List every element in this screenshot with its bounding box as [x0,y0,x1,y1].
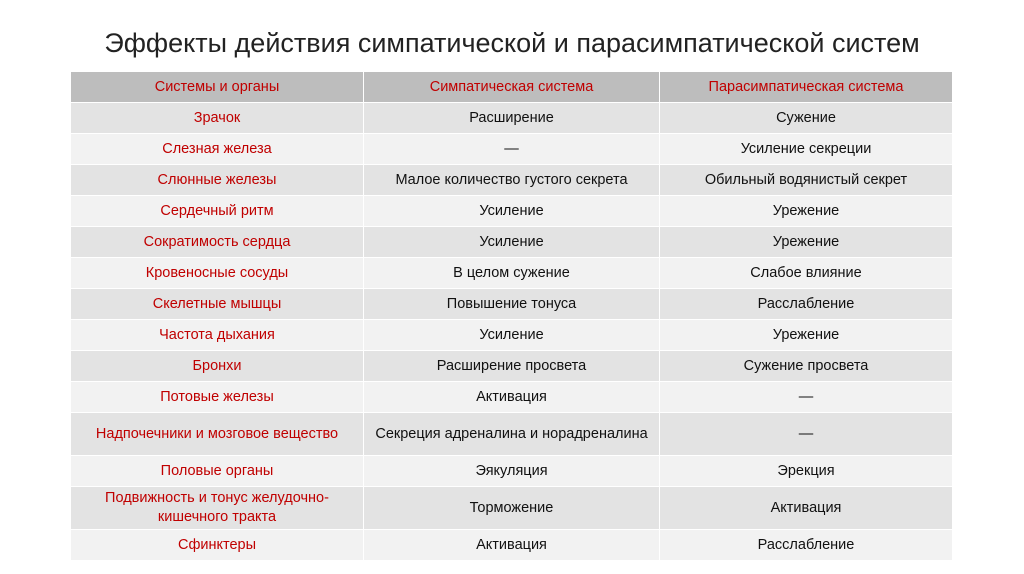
parasympathetic-cell: Слабое влияние [660,258,953,289]
parasympathetic-cell: Урежение [660,320,953,351]
organ-cell: Скелетные мышцы [71,289,364,320]
sympathetic-cell: Расширение просвета [364,351,660,382]
table-row [71,227,953,258]
table-row [71,196,953,227]
sympathetic-cell: Усиление [364,227,660,258]
header-sympathetic: Симпатическая система [364,72,660,103]
table-row [71,413,953,456]
sympathetic-cell: Эякуляция [364,456,660,487]
organ-cell: Половые органы [71,456,364,487]
parasympathetic-cell: Урежение [660,227,953,258]
table-header-row [71,72,953,103]
sympathetic-cell: Активация [364,382,660,413]
table-row [71,456,953,487]
header-parasympathetic: Парасимпатическая система [660,72,953,103]
sympathetic-cell: Усиление [364,196,660,227]
organ-cell: Частота дыхания [71,320,364,351]
parasympathetic-cell: Обильный водянистый секрет [660,165,953,196]
parasympathetic-cell: Сужение [660,103,953,134]
parasympathetic-cell: Эрекция [660,456,953,487]
table-row [71,382,953,413]
sympathetic-cell: Расширение [364,103,660,134]
parasympathetic-cell: — [660,382,953,413]
organ-cell: Кровеносные сосуды [71,258,364,289]
organ-cell: Сократимость сердца [71,227,364,258]
sympathetic-cell: Повышение тонуса [364,289,660,320]
slide-title: Эффекты действия симпатической и парасимпатической систем [104,28,920,58]
organ-cell: Подвижность и тонус желудочно-кишечного тракта [71,487,364,530]
sympathetic-cell: Секреция адреналина и норадреналина [364,413,660,456]
organ-cell: Слезная железа [71,134,364,165]
parasympathetic-cell: Урежение [660,196,953,227]
table-row [71,165,953,196]
parasympathetic-cell: Расслабление [660,530,953,561]
table-row [71,530,953,561]
organ-cell: Бронхи [71,351,364,382]
sympathetic-cell: Торможение [364,487,660,530]
effects-table [70,71,953,561]
parasympathetic-cell: Сужение просвета [660,351,953,382]
organ-cell: Потовые железы [71,382,364,413]
sympathetic-cell: Малое количество густого секрета [364,165,660,196]
table-row [71,351,953,382]
header-organs: Системы и органы [71,72,364,103]
table-row [71,134,953,165]
parasympathetic-cell: — [660,413,953,456]
table-row [71,103,953,134]
parasympathetic-cell: Расслабление [660,289,953,320]
sympathetic-cell: Активация [364,530,660,561]
parasympathetic-cell: Усиление секреции [660,134,953,165]
sympathetic-cell: Усиление [364,320,660,351]
table-row [71,320,953,351]
sympathetic-cell: — [364,134,660,165]
organ-cell: Зрачок [71,103,364,134]
organ-cell: Сфинктеры [71,530,364,561]
table-row [71,487,953,530]
sympathetic-cell: В целом сужение [364,258,660,289]
organ-cell: Надпочечники и мозговое вещество [71,413,364,456]
organ-cell: Сердечный ритм [71,196,364,227]
organ-cell: Слюнные железы [71,165,364,196]
table-row [71,289,953,320]
table-row [71,258,953,289]
parasympathetic-cell: Активация [660,487,953,530]
